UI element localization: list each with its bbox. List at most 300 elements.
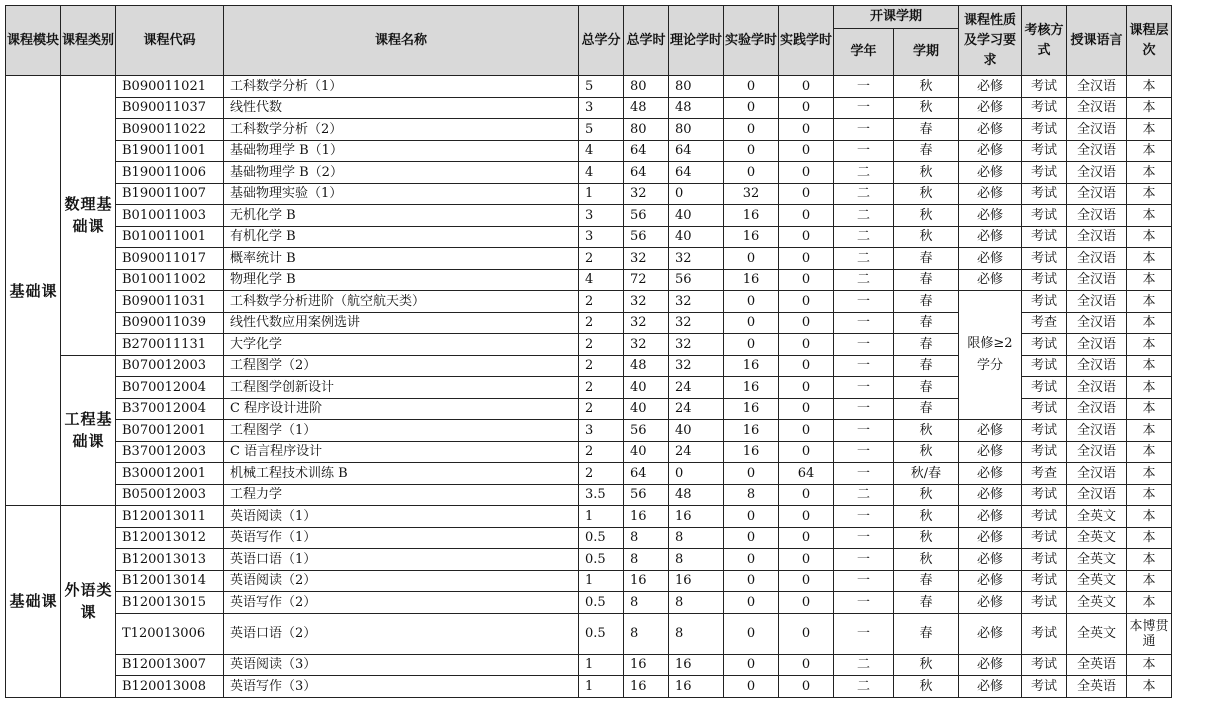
cell-practice: 64 bbox=[779, 463, 834, 485]
cell-theory: 16 bbox=[669, 506, 724, 528]
cell-year: 二 bbox=[834, 676, 894, 698]
table-row bbox=[6, 613, 1172, 654]
cell-practice: 0 bbox=[779, 420, 834, 442]
cell-nature: 必修 bbox=[959, 269, 1022, 291]
cell-nature: 必修 bbox=[959, 613, 1022, 654]
cell-practice: 0 bbox=[779, 570, 834, 592]
cell-name: 英语阅读（2） bbox=[224, 570, 579, 592]
cell-credits: 2 bbox=[579, 398, 624, 420]
cell-exam: 考试 bbox=[1022, 334, 1067, 356]
cell-practice: 0 bbox=[779, 119, 834, 141]
cell-exam: 考试 bbox=[1022, 570, 1067, 592]
cell-year: 一 bbox=[834, 463, 894, 485]
cell-practice: 0 bbox=[779, 312, 834, 334]
cell-lang: 全汉语 bbox=[1067, 312, 1127, 334]
cell-exam: 考试 bbox=[1022, 527, 1067, 549]
category-char: 数 bbox=[64, 195, 80, 214]
cell-level: 本 bbox=[1127, 484, 1172, 506]
cell-name: 机械工程技术训练 B bbox=[224, 463, 579, 485]
cell-lab: 8 bbox=[724, 484, 779, 506]
cell-lab: 0 bbox=[724, 162, 779, 184]
cell-year: 一 bbox=[834, 377, 894, 399]
cell-level: 本 bbox=[1127, 441, 1172, 463]
cell-lang: 全汉语 bbox=[1067, 291, 1127, 313]
cell-term: 春 bbox=[894, 355, 959, 377]
cell-exam: 考试 bbox=[1022, 140, 1067, 162]
cell-nature: 必修 bbox=[959, 527, 1022, 549]
cell-credits: 2 bbox=[579, 441, 624, 463]
table-row bbox=[6, 205, 1172, 227]
cell-name: 基础物理学 B（1） bbox=[224, 140, 579, 162]
cell-exam: 考试 bbox=[1022, 205, 1067, 227]
shared-nature-line: 学分 bbox=[976, 358, 1003, 373]
cell-level: 本 bbox=[1127, 291, 1172, 313]
cell-nature: 必修 bbox=[959, 248, 1022, 270]
cell-exam: 考试 bbox=[1022, 248, 1067, 270]
cell-lab: 0 bbox=[724, 654, 779, 676]
cell-credits: 2 bbox=[579, 312, 624, 334]
cell-practice: 0 bbox=[779, 248, 834, 270]
category-char: 础 bbox=[72, 217, 88, 236]
cell-practice: 0 bbox=[779, 355, 834, 377]
cell-code: B070012004 bbox=[116, 377, 224, 399]
cell-year: 一 bbox=[834, 291, 894, 313]
cell-nature: 必修 bbox=[959, 119, 1022, 141]
cell-hours: 32 bbox=[624, 291, 669, 313]
cell-term: 春 bbox=[894, 248, 959, 270]
cell-hours: 80 bbox=[624, 76, 669, 98]
cell-nature: 必修 bbox=[959, 97, 1022, 119]
cell-hours: 32 bbox=[624, 312, 669, 334]
cell-level: 本 bbox=[1127, 205, 1172, 227]
cell-year: 一 bbox=[834, 312, 894, 334]
cell-practice: 0 bbox=[779, 269, 834, 291]
cell-code: B070012003 bbox=[116, 355, 224, 377]
cell-lab: 0 bbox=[724, 549, 779, 571]
cell-practice: 0 bbox=[779, 654, 834, 676]
table-row bbox=[6, 570, 1172, 592]
cell-name: C 程序设计进阶 bbox=[224, 398, 579, 420]
header-practice: 实践学时 bbox=[779, 6, 834, 76]
cell-code: B070012001 bbox=[116, 420, 224, 442]
cell-theory: 56 bbox=[669, 269, 724, 291]
cell-name: 工程图学创新设计 bbox=[224, 377, 579, 399]
header-name: 课程名称 bbox=[224, 6, 579, 76]
cell-code: B010011001 bbox=[116, 226, 224, 248]
cell-code: B370012003 bbox=[116, 441, 224, 463]
cell-code: B120013013 bbox=[116, 549, 224, 571]
cell-hours: 40 bbox=[624, 377, 669, 399]
cell-name: 英语阅读（1） bbox=[224, 506, 579, 528]
cell-exam: 考试 bbox=[1022, 226, 1067, 248]
cell-lang: 全汉语 bbox=[1067, 248, 1127, 270]
cell-credits: 2 bbox=[579, 334, 624, 356]
cell-level: 本 bbox=[1127, 248, 1172, 270]
cell-lang: 全汉语 bbox=[1067, 76, 1127, 98]
cell-level: 本 bbox=[1127, 420, 1172, 442]
cell-lang: 全汉语 bbox=[1067, 226, 1127, 248]
cell-lang: 全汉语 bbox=[1067, 377, 1127, 399]
cell-theory: 40 bbox=[669, 420, 724, 442]
cell-name: 线性代数应用案例选讲 bbox=[224, 312, 579, 334]
cell-nature: 必修 bbox=[959, 484, 1022, 506]
table-row bbox=[6, 140, 1172, 162]
cell-year: 一 bbox=[834, 441, 894, 463]
cell-name: 概率统计 B bbox=[224, 248, 579, 270]
category-char: 课 bbox=[80, 603, 96, 622]
cell-exam: 考试 bbox=[1022, 162, 1067, 184]
cell-nature: 必修 bbox=[959, 463, 1022, 485]
cell-code: B120013015 bbox=[116, 592, 224, 614]
cell-theory: 80 bbox=[669, 119, 724, 141]
cell-exam: 考试 bbox=[1022, 441, 1067, 463]
cell-practice: 0 bbox=[779, 484, 834, 506]
cell-level: 本 bbox=[1127, 183, 1172, 205]
category-char: 程 bbox=[80, 410, 96, 429]
cell-theory: 40 bbox=[669, 226, 724, 248]
cell-level: 本 bbox=[1127, 355, 1172, 377]
cell-hours: 56 bbox=[624, 226, 669, 248]
cell-year: 一 bbox=[834, 355, 894, 377]
cell-hours: 56 bbox=[624, 484, 669, 506]
cell-term: 秋 bbox=[894, 162, 959, 184]
cell-nature: 必修 bbox=[959, 570, 1022, 592]
cell-level: 本 bbox=[1127, 398, 1172, 420]
cell-credits: 1 bbox=[579, 676, 624, 698]
cell-code: B190011007 bbox=[116, 183, 224, 205]
module-char: 础 bbox=[25, 592, 41, 611]
cell-hours: 56 bbox=[624, 205, 669, 227]
table-row bbox=[6, 420, 1172, 442]
category-cell bbox=[61, 355, 116, 506]
table-row bbox=[6, 441, 1172, 463]
cell-term: 春 bbox=[894, 140, 959, 162]
cell-level: 本 bbox=[1127, 463, 1172, 485]
cell-term: 春 bbox=[894, 269, 959, 291]
cell-lang: 全汉语 bbox=[1067, 119, 1127, 141]
cell-lab: 16 bbox=[724, 441, 779, 463]
cell-lang: 全汉语 bbox=[1067, 420, 1127, 442]
cell-nature: 必修 bbox=[959, 506, 1022, 528]
header-module: 课程模块 bbox=[6, 6, 61, 76]
cell-name: 英语口语（2） bbox=[224, 613, 579, 654]
cell-lab: 0 bbox=[724, 119, 779, 141]
cell-lab: 16 bbox=[724, 269, 779, 291]
cell-lang: 全汉语 bbox=[1067, 484, 1127, 506]
cell-theory: 16 bbox=[669, 676, 724, 698]
cell-credits: 4 bbox=[579, 162, 624, 184]
cell-theory: 64 bbox=[669, 162, 724, 184]
cell-code: B300012001 bbox=[116, 463, 224, 485]
category-char: 理 bbox=[80, 195, 96, 214]
cell-term: 秋 bbox=[894, 97, 959, 119]
cell-name: 工程图学（2） bbox=[224, 355, 579, 377]
cell-name: 基础物理实验（1） bbox=[224, 183, 579, 205]
cell-lang: 全英文 bbox=[1067, 592, 1127, 614]
cell-exam: 考试 bbox=[1022, 613, 1067, 654]
cell-level: 本 bbox=[1127, 570, 1172, 592]
table-row bbox=[6, 654, 1172, 676]
header-nature: 课程性质及学习要求 bbox=[959, 6, 1022, 76]
cell-lab: 0 bbox=[724, 291, 779, 313]
header-year: 学年 bbox=[834, 29, 894, 76]
cell-hours: 32 bbox=[624, 334, 669, 356]
cell-nature: 必修 bbox=[959, 420, 1022, 442]
category-char: 外 bbox=[64, 581, 80, 600]
cell-code: B010011003 bbox=[116, 205, 224, 227]
cell-name: 英语口语（1） bbox=[224, 549, 579, 571]
cell-practice: 0 bbox=[779, 613, 834, 654]
cell-term: 秋/春 bbox=[894, 463, 959, 485]
cell-credits: 0.5 bbox=[579, 549, 624, 571]
table-header bbox=[6, 6, 1172, 76]
cell-exam: 考试 bbox=[1022, 549, 1067, 571]
cell-name: 工科数学分析进阶（航空航天类） bbox=[224, 291, 579, 313]
cell-credits: 1 bbox=[579, 506, 624, 528]
cell-lang: 全汉语 bbox=[1067, 140, 1127, 162]
table-row bbox=[6, 76, 1172, 98]
table-row bbox=[6, 527, 1172, 549]
category-char: 工 bbox=[64, 410, 80, 429]
cell-nature: 必修 bbox=[959, 441, 1022, 463]
module-char: 课 bbox=[41, 592, 57, 611]
cell-term: 秋 bbox=[894, 676, 959, 698]
cell-exam: 考试 bbox=[1022, 506, 1067, 528]
cell-theory: 0 bbox=[669, 183, 724, 205]
cell-lang: 全汉语 bbox=[1067, 398, 1127, 420]
module-char: 课 bbox=[41, 281, 57, 300]
cell-name: 工程力学 bbox=[224, 484, 579, 506]
header-code: 课程代码 bbox=[116, 6, 224, 76]
cell-theory: 32 bbox=[669, 291, 724, 313]
cell-practice: 0 bbox=[779, 676, 834, 698]
cell-credits: 0.5 bbox=[579, 592, 624, 614]
cell-lab: 0 bbox=[724, 570, 779, 592]
cell-hours: 72 bbox=[624, 269, 669, 291]
cell-credits: 3.5 bbox=[579, 484, 624, 506]
cell-level: 本 bbox=[1127, 269, 1172, 291]
cell-exam: 考查 bbox=[1022, 312, 1067, 334]
cell-lang: 全汉语 bbox=[1067, 183, 1127, 205]
cell-year: 一 bbox=[834, 97, 894, 119]
cell-code: B090011039 bbox=[116, 312, 224, 334]
cell-credits: 4 bbox=[579, 140, 624, 162]
cell-year: 二 bbox=[834, 269, 894, 291]
cell-term: 秋 bbox=[894, 420, 959, 442]
header-term-group: 开课学期 bbox=[834, 6, 959, 29]
cell-nature-shared bbox=[959, 291, 1022, 420]
module-char: 基 bbox=[9, 592, 25, 611]
cell-lab: 0 bbox=[724, 97, 779, 119]
cell-lab: 16 bbox=[724, 205, 779, 227]
cell-credits: 4 bbox=[579, 269, 624, 291]
cell-theory: 80 bbox=[669, 76, 724, 98]
cell-year: 二 bbox=[834, 183, 894, 205]
category-char: 课 bbox=[88, 217, 104, 236]
cell-level: 本 bbox=[1127, 76, 1172, 98]
cell-lab: 16 bbox=[724, 377, 779, 399]
cell-lang: 全汉语 bbox=[1067, 355, 1127, 377]
cell-name: 有机化学 B bbox=[224, 226, 579, 248]
cell-name: 无机化学 B bbox=[224, 205, 579, 227]
header-hours: 总学时 bbox=[624, 6, 669, 76]
cell-code: B120013007 bbox=[116, 654, 224, 676]
cell-theory: 48 bbox=[669, 484, 724, 506]
table-row bbox=[6, 162, 1172, 184]
cell-exam: 考试 bbox=[1022, 355, 1067, 377]
cell-hours: 64 bbox=[624, 140, 669, 162]
cell-hours: 32 bbox=[624, 248, 669, 270]
table-row bbox=[6, 119, 1172, 141]
cell-year: 一 bbox=[834, 119, 894, 141]
cell-year: 二 bbox=[834, 162, 894, 184]
table-row bbox=[6, 226, 1172, 248]
cell-term: 春 bbox=[894, 312, 959, 334]
cell-term: 春 bbox=[894, 119, 959, 141]
cell-credits: 3 bbox=[579, 205, 624, 227]
cell-hours: 8 bbox=[624, 549, 669, 571]
cell-credits: 1 bbox=[579, 183, 624, 205]
cell-code: B090011037 bbox=[116, 97, 224, 119]
cell-credits: 2 bbox=[579, 291, 624, 313]
cell-level: 本 bbox=[1127, 527, 1172, 549]
cell-theory: 24 bbox=[669, 398, 724, 420]
cell-hours: 64 bbox=[624, 463, 669, 485]
cell-lab: 16 bbox=[724, 398, 779, 420]
cell-term: 春 bbox=[894, 377, 959, 399]
cell-lab: 16 bbox=[724, 420, 779, 442]
cell-term: 春 bbox=[894, 398, 959, 420]
cell-lab: 0 bbox=[724, 676, 779, 698]
cell-exam: 考试 bbox=[1022, 76, 1067, 98]
table-row bbox=[6, 97, 1172, 119]
cell-exam: 考试 bbox=[1022, 676, 1067, 698]
cell-theory: 24 bbox=[669, 441, 724, 463]
cell-code: B090011021 bbox=[116, 76, 224, 98]
cell-practice: 0 bbox=[779, 592, 834, 614]
cell-lang: 全英文 bbox=[1067, 527, 1127, 549]
cell-term: 秋 bbox=[894, 226, 959, 248]
cell-lab: 0 bbox=[724, 76, 779, 98]
cell-credits: 5 bbox=[579, 119, 624, 141]
cell-name: 大学化学 bbox=[224, 334, 579, 356]
table-row bbox=[6, 506, 1172, 528]
header-exam: 考核方式 bbox=[1022, 6, 1067, 76]
cell-level: 本 bbox=[1127, 140, 1172, 162]
cell-term: 秋 bbox=[894, 183, 959, 205]
cell-year: 二 bbox=[834, 248, 894, 270]
cell-hours: 40 bbox=[624, 441, 669, 463]
module-char: 基 bbox=[9, 281, 25, 300]
cell-nature: 必修 bbox=[959, 140, 1022, 162]
cell-nature: 必修 bbox=[959, 676, 1022, 698]
cell-nature: 必修 bbox=[959, 183, 1022, 205]
cell-nature: 必修 bbox=[959, 592, 1022, 614]
cell-theory: 48 bbox=[669, 97, 724, 119]
cell-practice: 0 bbox=[779, 398, 834, 420]
table-row bbox=[6, 592, 1172, 614]
table-body bbox=[6, 76, 1172, 698]
cell-term: 秋 bbox=[894, 549, 959, 571]
cell-exam: 考试 bbox=[1022, 592, 1067, 614]
cell-credits: 1 bbox=[579, 570, 624, 592]
cell-practice: 0 bbox=[779, 205, 834, 227]
cell-year: 二 bbox=[834, 205, 894, 227]
table-row bbox=[6, 676, 1172, 698]
cell-practice: 0 bbox=[779, 527, 834, 549]
cell-level: 本 bbox=[1127, 97, 1172, 119]
cell-theory: 40 bbox=[669, 205, 724, 227]
cell-practice: 0 bbox=[779, 140, 834, 162]
cell-lang: 全英文 bbox=[1067, 549, 1127, 571]
cell-level: 本 bbox=[1127, 377, 1172, 399]
cell-term: 春 bbox=[894, 592, 959, 614]
cell-name: 工程图学（1） bbox=[224, 420, 579, 442]
cell-lang: 全英文 bbox=[1067, 570, 1127, 592]
module-cell bbox=[6, 76, 61, 506]
header-theory: 理论学时 bbox=[669, 6, 724, 76]
cell-hours: 48 bbox=[624, 97, 669, 119]
cell-year: 一 bbox=[834, 398, 894, 420]
cell-hours: 16 bbox=[624, 676, 669, 698]
cell-code: B090011017 bbox=[116, 248, 224, 270]
cell-name: 基础物理学 B（2） bbox=[224, 162, 579, 184]
cell-practice: 0 bbox=[779, 162, 834, 184]
cell-lang: 全汉语 bbox=[1067, 97, 1127, 119]
cell-level: 本 bbox=[1127, 592, 1172, 614]
cell-year: 一 bbox=[834, 334, 894, 356]
cell-code: B090011022 bbox=[116, 119, 224, 141]
category-char: 课 bbox=[88, 432, 104, 451]
cell-theory: 32 bbox=[669, 334, 724, 356]
cell-term: 春 bbox=[894, 570, 959, 592]
cell-level: 本博贯通 bbox=[1127, 613, 1172, 654]
cell-practice: 0 bbox=[779, 183, 834, 205]
cell-hours: 64 bbox=[624, 162, 669, 184]
cell-lang: 全汉语 bbox=[1067, 463, 1127, 485]
cell-theory: 64 bbox=[669, 140, 724, 162]
cell-practice: 0 bbox=[779, 97, 834, 119]
category-char: 础 bbox=[72, 432, 88, 451]
cell-lang: 全汉语 bbox=[1067, 205, 1127, 227]
cell-code: B190011001 bbox=[116, 140, 224, 162]
category-cell bbox=[61, 76, 116, 356]
cell-hours: 16 bbox=[624, 570, 669, 592]
cell-year: 一 bbox=[834, 549, 894, 571]
cell-name: 工科数学分析（2） bbox=[224, 119, 579, 141]
cell-term: 春 bbox=[894, 291, 959, 313]
cell-term: 秋 bbox=[894, 527, 959, 549]
cell-code: T120013006 bbox=[116, 613, 224, 654]
cell-code: B190011006 bbox=[116, 162, 224, 184]
cell-code: B010011002 bbox=[116, 269, 224, 291]
cell-practice: 0 bbox=[779, 377, 834, 399]
header-credits: 总学分 bbox=[579, 6, 624, 76]
cell-lang: 全汉语 bbox=[1067, 334, 1127, 356]
cell-theory: 16 bbox=[669, 654, 724, 676]
cell-practice: 0 bbox=[779, 334, 834, 356]
cell-year: 一 bbox=[834, 570, 894, 592]
category-char: 基 bbox=[96, 195, 112, 214]
course-table bbox=[5, 5, 1172, 698]
cell-term: 春 bbox=[894, 334, 959, 356]
cell-theory: 8 bbox=[669, 613, 724, 654]
cell-exam: 考试 bbox=[1022, 291, 1067, 313]
cell-lab: 0 bbox=[724, 248, 779, 270]
cell-hours: 8 bbox=[624, 592, 669, 614]
cell-lab: 0 bbox=[724, 140, 779, 162]
cell-credits: 2 bbox=[579, 377, 624, 399]
